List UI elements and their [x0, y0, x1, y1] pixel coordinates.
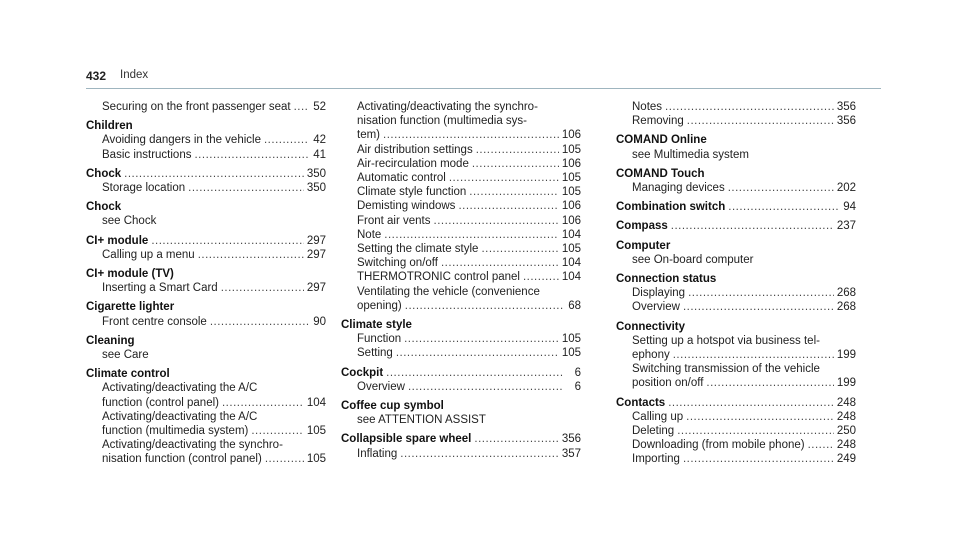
index-line [357, 128, 581, 142]
index-text: Setting up a hotspot via business tel- [632, 334, 820, 347]
index-text: Climate style function [357, 186, 467, 199]
leader-dots [472, 157, 559, 171]
index-entry [616, 219, 856, 233]
index-text: Overview [632, 301, 680, 314]
index-text: nisation function (control panel) [102, 453, 262, 466]
index-line [357, 214, 581, 228]
index-term: Children [86, 120, 133, 133]
index-text: Importing [632, 453, 680, 466]
index-text: tem) [357, 129, 380, 142]
cross-reference[interactable]: see On-board computer [632, 253, 754, 266]
index-subentry [86, 133, 326, 147]
index-text: Basic instructions [102, 148, 192, 161]
page-ref[interactable]: 105 [306, 453, 326, 466]
index-term: Collapsible spare wheel [341, 433, 472, 446]
index-term: Compass [616, 220, 668, 233]
leader-dots [683, 452, 834, 466]
index-term-line [616, 167, 856, 181]
index-text: Overview [357, 380, 405, 393]
page-ref[interactable]: 105 [561, 143, 581, 156]
index-term-line [86, 334, 326, 348]
page-ref[interactable]: 104 [561, 271, 581, 284]
page-ref[interactable]: 105 [306, 425, 326, 438]
index-entry [86, 300, 326, 328]
index-subentry [86, 348, 326, 362]
index-subentry [341, 100, 581, 143]
index-subentry [86, 281, 326, 295]
index-term: Coffee cup symbol [341, 400, 444, 413]
index-subentry [616, 114, 856, 128]
index-term-line [616, 200, 856, 214]
index-subentry [341, 143, 581, 157]
index-term: COMAND Online [616, 134, 707, 147]
index-text: Setting [357, 347, 393, 360]
index-entry [86, 267, 326, 295]
leader-dots [683, 300, 834, 314]
index-text: Note [357, 228, 382, 241]
index-entry [616, 396, 856, 467]
leader-dots [476, 143, 559, 157]
page-ref[interactable]: 268 [836, 301, 856, 314]
index-text: function (control panel) [102, 396, 219, 409]
index-entry [616, 200, 856, 214]
index-text: Activating/deactivating the A/C [102, 382, 258, 395]
index-subentry [86, 148, 326, 162]
leader-dots [458, 199, 558, 213]
index-term: COMAND Touch [616, 167, 705, 180]
index-line [357, 171, 581, 185]
index-text: Storage location [102, 182, 186, 195]
index-term-line [86, 167, 326, 181]
page-ref[interactable]: 249 [836, 453, 856, 466]
index-line [102, 248, 326, 262]
index-text: opening) [357, 299, 402, 312]
page-ref[interactable]: 105 [561, 333, 581, 346]
index-subentry [341, 214, 581, 228]
leader-dots [405, 299, 564, 313]
page-ref[interactable]: 104 [561, 257, 581, 270]
leader-dots [808, 438, 834, 452]
index-entry [341, 100, 581, 313]
leader-dots [523, 270, 559, 284]
index-text: Avoiding dangers in the vehicle [102, 134, 261, 147]
page-ref[interactable]: 199 [836, 377, 856, 390]
index-line [102, 133, 326, 147]
index-line [102, 452, 326, 466]
page-number: 432 [86, 69, 107, 83]
index-text: Setting the climate style [357, 243, 479, 256]
index-line [632, 410, 856, 424]
index-line [357, 380, 581, 394]
index-entry [341, 366, 581, 394]
index-subentry [616, 362, 856, 390]
index-subentry [341, 346, 581, 360]
page-ref[interactable]: 297 [306, 248, 326, 261]
index-term: Connection status [616, 273, 717, 286]
index-subentry [86, 381, 326, 409]
index-term-line [86, 200, 326, 214]
page-ref[interactable]: 68 [568, 299, 581, 312]
index-text: Calling up [632, 410, 684, 423]
index-subentry [616, 253, 856, 267]
index-line [357, 332, 581, 346]
index-term: CI+ module (TV) [86, 268, 174, 281]
index-entry [86, 200, 326, 228]
index-line [102, 148, 326, 162]
leader-dots [221, 281, 304, 295]
index-line [357, 199, 581, 213]
index-line [102, 281, 326, 295]
index-line [357, 157, 581, 171]
index-subentry [616, 286, 856, 300]
index-text: Automatic control [357, 172, 446, 185]
page-ref[interactable]: 6 [574, 380, 581, 393]
index-subentry [86, 438, 326, 466]
index-text: Switching on/off [357, 257, 438, 270]
index-text: Demisting windows [357, 200, 456, 213]
index-text: Function [357, 333, 402, 346]
index-text: Air distribution settings [357, 143, 473, 156]
index-text: Front air vents [357, 214, 431, 227]
index-entry [616, 272, 856, 315]
leader-dots [668, 396, 834, 410]
leader-dots [251, 424, 303, 438]
index-subentry [616, 438, 856, 452]
cross-reference[interactable]: see Chock [102, 215, 157, 228]
index-entry [616, 100, 856, 128]
page-ref[interactable]: 356 [561, 433, 581, 446]
index-text: Front centre console [102, 315, 207, 328]
index-term: Cigarette lighter [86, 301, 175, 314]
index-term-line [616, 320, 856, 334]
index-term: Chock [86, 167, 122, 180]
index-term: Climate control [86, 368, 170, 381]
leader-dots [404, 332, 559, 346]
index-term-line [616, 239, 856, 253]
leader-dots [386, 366, 564, 380]
index-text: ephony [632, 349, 670, 362]
page-ref[interactable]: 106 [561, 214, 581, 227]
leader-dots [210, 315, 309, 329]
index-text: function (multimedia system) [102, 425, 249, 438]
leader-dots [686, 410, 834, 424]
index-subentry [341, 413, 581, 427]
index-term-line [341, 432, 581, 446]
index-line [357, 256, 581, 270]
index-text: nisation function (multimedia sys- [357, 115, 528, 128]
index-subentry [341, 157, 581, 171]
index-entry [86, 119, 326, 162]
page-ref[interactable]: 94 [843, 201, 856, 214]
page-ref[interactable]: 41 [313, 148, 326, 161]
index-line [357, 346, 581, 360]
page-ref[interactable]: 357 [561, 447, 581, 460]
page-ref[interactable]: 90 [313, 315, 326, 328]
index-line [102, 181, 326, 195]
index-line [632, 114, 856, 128]
index-line [357, 143, 581, 157]
index-entry [616, 133, 856, 161]
index-subentry [341, 447, 581, 461]
index-entry [86, 334, 326, 362]
leader-dots [481, 242, 558, 256]
index-text: Inserting a Smart Card [102, 282, 218, 295]
index-column-1 [86, 100, 326, 467]
index-subentry [341, 242, 581, 256]
index-subentry [341, 228, 581, 242]
page-ref[interactable]: 199 [836, 349, 856, 362]
index-line [102, 396, 326, 410]
index-column-3 [616, 100, 856, 467]
leader-dots [706, 376, 833, 390]
index-text: Downloading (from mobile phone) [632, 439, 805, 452]
leader-dots [474, 432, 558, 446]
index-term: Connectivity [616, 320, 686, 333]
leader-dots [384, 228, 559, 242]
index-term-line [616, 219, 856, 233]
index-term: Climate style [341, 319, 412, 332]
header-divider [86, 88, 881, 89]
index-entry [341, 432, 581, 460]
index-subentry [341, 171, 581, 185]
index-subentry [341, 256, 581, 270]
leader-dots [294, 100, 309, 114]
index-line [632, 348, 856, 362]
page-header [86, 68, 881, 86]
page-ref[interactable]: 297 [306, 234, 326, 247]
index-text: Activating/deactivating the synchro- [102, 439, 283, 452]
leader-dots [151, 234, 304, 248]
leader-dots [264, 133, 309, 147]
page-ref[interactable]: 248 [836, 396, 856, 409]
index-line [632, 452, 856, 466]
index-line [357, 185, 581, 199]
index-line [102, 424, 326, 438]
index-subentry [616, 300, 856, 314]
index-text: Switching transmission of the vehicle [632, 363, 820, 376]
page-ref[interactable]: 42 [313, 134, 326, 147]
index-line [632, 181, 856, 195]
cross-reference[interactable]: see ATTENTION ASSIST [357, 414, 486, 427]
index-term-line [341, 399, 581, 413]
leader-dots [400, 447, 559, 461]
index-subentry [616, 410, 856, 424]
index-entry [86, 367, 326, 466]
index-line [102, 315, 326, 329]
page-ref[interactable]: 104 [306, 396, 326, 409]
page-ref[interactable]: 106 [561, 157, 581, 170]
index-text: position on/off [632, 377, 704, 390]
index-term: Computer [616, 239, 671, 252]
page-ref[interactable]: 297 [306, 282, 326, 295]
index-entry [86, 167, 326, 195]
leader-dots [728, 200, 839, 214]
index-subentry [616, 424, 856, 438]
leader-dots [687, 114, 834, 128]
index-line [357, 228, 581, 242]
index-subentry [341, 185, 581, 199]
index-term: Cockpit [341, 366, 384, 379]
page-ref[interactable]: 105 [561, 347, 581, 360]
index-line [632, 438, 856, 452]
leader-dots [434, 214, 559, 228]
index-column-2 [341, 100, 581, 461]
index-subentry [616, 334, 856, 362]
page-ref[interactable]: 248 [836, 439, 856, 452]
leader-dots [396, 346, 559, 360]
index-text: Notes [632, 101, 663, 113]
index-text: Securing on the front passenger seat [102, 101, 291, 113]
index-subentry [86, 214, 326, 228]
index-line [632, 286, 856, 300]
page-ref[interactable]: 106 [561, 200, 581, 213]
index-subentry [616, 181, 856, 195]
index-term-line [341, 318, 581, 332]
page-ref[interactable]: 105 [561, 186, 581, 199]
leader-dots [441, 256, 559, 270]
index-subentry [341, 332, 581, 346]
leader-dots [222, 396, 304, 410]
leader-dots [194, 148, 309, 162]
index-term-line [86, 234, 326, 248]
page-ref[interactable]: 106 [561, 129, 581, 142]
index-entry [341, 318, 581, 361]
leader-dots [677, 424, 834, 438]
index-term: Cleaning [86, 334, 135, 347]
index-text: Inflating [357, 447, 398, 460]
cross-reference[interactable]: see Multimedia system [632, 148, 749, 161]
index-entry [341, 399, 581, 427]
index-subentry [86, 100, 326, 114]
index-line [357, 270, 581, 284]
page-ref[interactable]: 356 [836, 101, 856, 113]
index-term-line [341, 366, 581, 380]
leader-dots [198, 248, 304, 262]
page-ref[interactable]: 350 [306, 182, 326, 195]
index-subentry [86, 248, 326, 262]
index-entry [616, 239, 856, 267]
page-ref[interactable]: 356 [836, 115, 856, 128]
index-text: Activating/deactivating the A/C [102, 410, 258, 423]
index-subentry [341, 380, 581, 394]
index-entry [616, 167, 856, 195]
index-subentry [616, 148, 856, 162]
leader-dots [408, 380, 564, 394]
index-subentry [341, 270, 581, 284]
leader-dots [383, 128, 559, 142]
page-ref[interactable]: 52 [313, 101, 326, 113]
index-term: CI+ module [86, 234, 149, 247]
leader-dots [124, 167, 304, 181]
index-entry [616, 320, 856, 391]
page-ref[interactable]: 105 [561, 172, 581, 185]
page-ref[interactable]: 268 [836, 287, 856, 300]
leader-dots [671, 219, 834, 233]
page-ref[interactable]: 104 [561, 228, 581, 241]
index-subentry [616, 452, 856, 466]
index-term-line [86, 367, 326, 381]
page-ref[interactable]: 248 [836, 410, 856, 423]
page-ref[interactable]: 202 [836, 182, 856, 195]
index-subentry [341, 199, 581, 213]
leader-dots [265, 452, 304, 466]
index-term: Combination switch [616, 201, 726, 214]
index-subentry [86, 410, 326, 438]
leader-dots [673, 348, 834, 362]
index-text: Calling up a menu [102, 248, 195, 261]
index-line [102, 100, 326, 114]
leader-dots [688, 286, 834, 300]
index-subentry [86, 181, 326, 195]
index-text: Managing devices [632, 182, 725, 195]
index-term-line [86, 300, 326, 314]
index-text: Air-recirculation mode [357, 157, 469, 170]
index-text: Displaying [632, 287, 686, 300]
index-line [357, 447, 581, 461]
page-ref[interactable]: 350 [306, 167, 326, 180]
index-line [632, 376, 856, 390]
index-line [357, 299, 581, 313]
leader-dots [665, 100, 834, 114]
index-line [632, 300, 856, 314]
page-ref[interactable]: 6 [574, 366, 581, 379]
leader-dots [728, 181, 834, 195]
index-text: Activating/deactivating the synchro- [357, 101, 538, 113]
index-line [357, 242, 581, 256]
index-text: Removing [632, 115, 684, 128]
index-entry [86, 100, 326, 114]
index-subentry [86, 315, 326, 329]
leader-dots [188, 181, 304, 195]
index-term-line [86, 267, 326, 281]
leader-dots [469, 185, 559, 199]
index-entry [86, 234, 326, 262]
cross-reference[interactable]: see Care [102, 349, 149, 362]
index-term-line [616, 396, 856, 410]
index-text: Deleting [632, 425, 675, 438]
page-ref[interactable]: 237 [836, 220, 856, 233]
index-line [632, 100, 856, 114]
section-title: Index [120, 69, 149, 81]
index-term: Contacts [616, 396, 666, 409]
index-term: Chock [86, 201, 122, 214]
index-subentry [616, 100, 856, 114]
page-ref[interactable]: 105 [561, 243, 581, 256]
index-text: THERMOTRONIC control panel [357, 271, 520, 284]
index-line [632, 424, 856, 438]
leader-dots [449, 171, 559, 185]
index-term-line [616, 272, 856, 286]
index-subentry [341, 285, 581, 313]
index-term-line [616, 133, 856, 147]
page-ref[interactable]: 250 [836, 425, 856, 438]
index-text: Ventilating the vehicle (convenience [357, 285, 540, 298]
index-term-line [86, 119, 326, 133]
